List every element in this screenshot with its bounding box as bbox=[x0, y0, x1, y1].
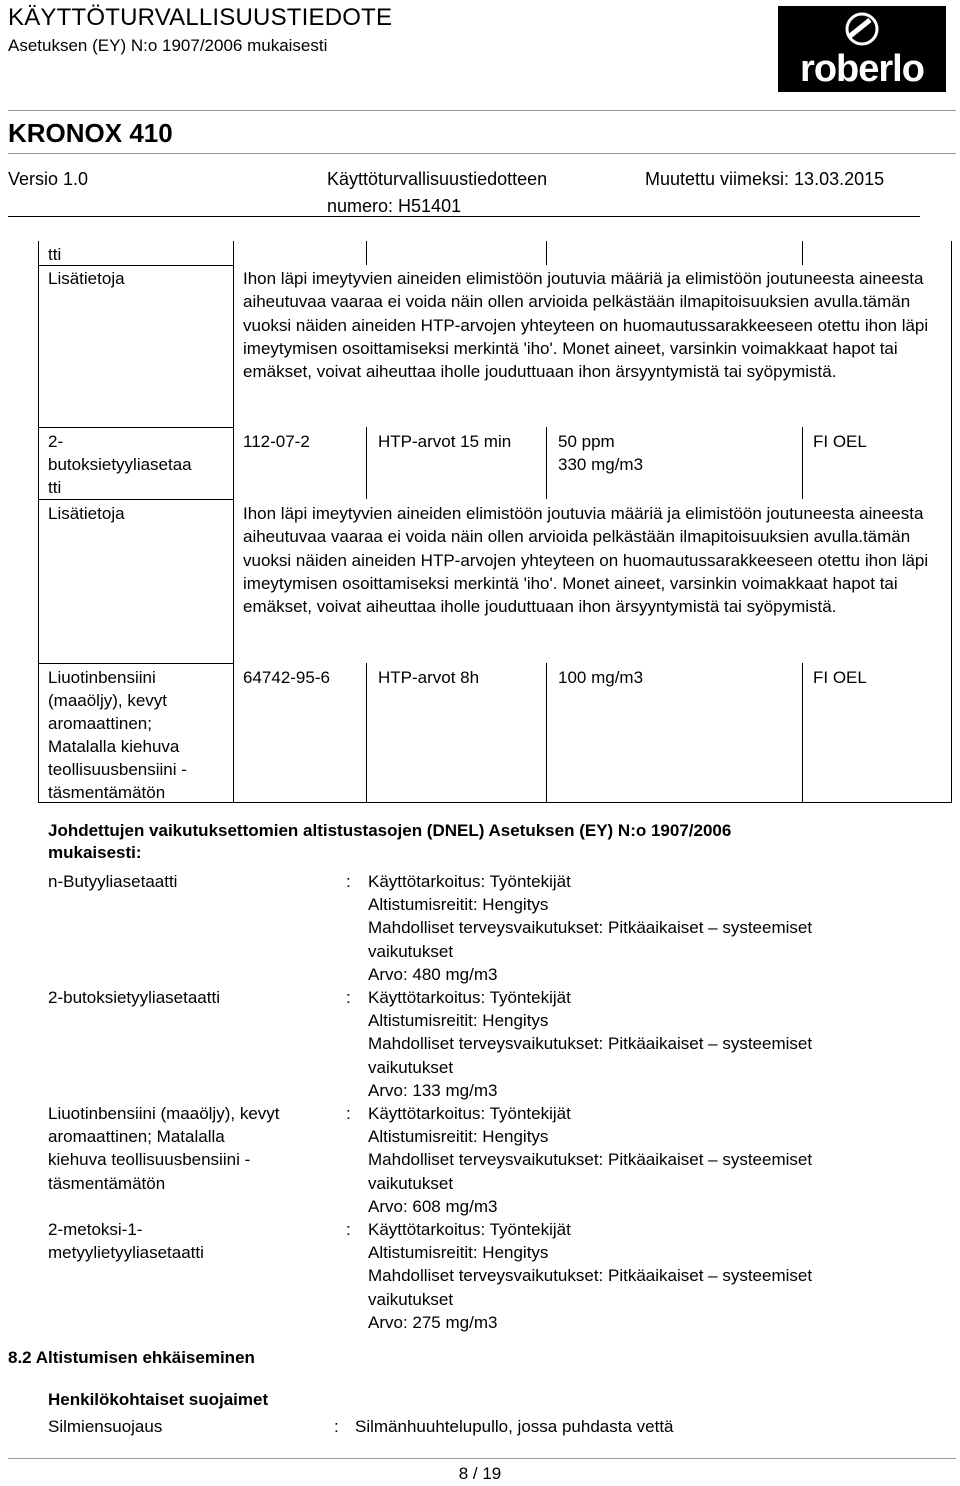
logo-emblem-icon bbox=[840, 12, 884, 46]
dnel-substance-line: n-Butyyliasetaatti bbox=[48, 872, 178, 891]
dnel-effect: Mahdolliset terveysvaikutukset: Pitkäaikaiset – systeemiset bbox=[368, 1034, 813, 1054]
row-divider bbox=[38, 663, 234, 664]
footer-divider bbox=[8, 1458, 956, 1459]
dnel-values bbox=[368, 1218, 928, 1334]
dnel-substance-line: kiehuva teollisuusbensiini - bbox=[48, 1150, 251, 1170]
dnel-substance-line: täsmentämätön bbox=[48, 1173, 166, 1193]
table-border-right bbox=[951, 241, 952, 803]
dnel-route: Altistumisreitit: Hengitys bbox=[368, 895, 549, 915]
dnel-value: Arvo: 608 mg/m3 bbox=[368, 1196, 498, 1216]
dnel-substance-line: metyylietyyliasetaatti bbox=[48, 1243, 204, 1263]
dnel-effect-cont: vaikutukset bbox=[368, 1057, 454, 1077]
dnel-substance-line: 2-butoksietyyliasetaatti bbox=[48, 988, 220, 1007]
dnel-route: Altistumisreitit: Hengitys bbox=[368, 1243, 549, 1263]
limit-value bbox=[558, 430, 643, 476]
limit-value: 100 mg/m3 bbox=[558, 668, 644, 687]
value-type: HTP-arvot 15 min bbox=[378, 432, 512, 451]
dnel-value: Arvo: 133 mg/m3 bbox=[368, 1080, 498, 1100]
dnel-value: Arvo: 480 mg/m3 bbox=[368, 964, 498, 984]
row-divider bbox=[38, 499, 234, 500]
eye-protection-label: Silmiensuojaus bbox=[48, 1417, 163, 1436]
dnel-values bbox=[368, 870, 928, 986]
row-divider bbox=[38, 265, 234, 266]
dnel-values bbox=[368, 986, 928, 1102]
limit-basis: FI OEL bbox=[813, 668, 867, 687]
column-divider bbox=[802, 427, 803, 499]
substance-name-line: 2- bbox=[48, 432, 64, 451]
substance-name-line: teollisuusbensiini - bbox=[48, 760, 187, 779]
column-divider bbox=[546, 427, 547, 499]
document-subtitle: Asetuksen (EY) N:o 1907/2006 mukaisesti bbox=[8, 36, 328, 55]
dnel-substance-line: aromaattinen; Matalalla bbox=[48, 1127, 225, 1147]
substance-name-line: butoksietyyliasetaa bbox=[48, 455, 192, 474]
column-stub bbox=[802, 241, 803, 265]
row-divider bbox=[38, 427, 234, 428]
value-type: HTP-arvot 8h bbox=[378, 668, 480, 687]
dnel-route: Altistumisreitit: Hengitys bbox=[368, 1127, 549, 1147]
separator: : bbox=[346, 988, 351, 1007]
separator: : bbox=[346, 1104, 351, 1123]
logo-wordmark: roberlo bbox=[800, 48, 924, 90]
roberlo-logo bbox=[778, 6, 946, 92]
substance-name-line: täsmentämätön bbox=[48, 783, 166, 802]
table-border-left bbox=[38, 241, 39, 803]
substance-name-line: Liuotinbensiini bbox=[48, 668, 156, 687]
dnel-substance bbox=[48, 986, 338, 1009]
dnel-heading-line: mukaisesti: bbox=[48, 843, 142, 862]
section-8-2-heading: 8.2 Altistumisen ehkäiseminen bbox=[8, 1348, 255, 1367]
additional-info-label: Lisätietoja bbox=[48, 269, 125, 288]
skin-absorption-note: Ihon läpi imeytyvien aineiden elimistöön joutuvia määriä ja elimistöön joutuneesta aineesta aiheutuvaa vaaraa ei voida näin ollen arvioida pelkästään ilmapitoisuuksien avulla.tämän vuoksi näiden aineiden HTP-arvojen yhteyteen on huomautussarakkeeseen otettu ihon läpi imeytymisen osoittamiseksi merkintä 'iho'. Monet aineet, varsinkin voimakkaat hapot tai emäkset, voivat aiheuttaa iholle jouduttuaan ihon ärsyyntymistä tai syöpymistä. bbox=[243, 504, 929, 617]
column-divider bbox=[802, 663, 803, 803]
substance-name-line: (maaöljy), kevyt bbox=[48, 691, 168, 710]
sds-number bbox=[327, 166, 547, 220]
dnel-effect-cont: vaikutukset bbox=[368, 1289, 454, 1309]
product-divider bbox=[8, 153, 956, 154]
cas-number: 112-07-2 bbox=[243, 432, 310, 451]
meta-divider bbox=[8, 216, 920, 217]
column-divider bbox=[546, 663, 547, 803]
substance-name bbox=[48, 430, 230, 499]
column-stub bbox=[546, 241, 547, 265]
dnel-substance bbox=[48, 870, 338, 893]
dnel-effect: Mahdolliset terveysvaikutukset: Pitkäaikaiset – systeemiset bbox=[368, 918, 813, 938]
column-divider bbox=[366, 663, 367, 803]
dnel-substance bbox=[48, 1102, 338, 1195]
sds-number-line1: Käyttöturvallisuustiedotteen bbox=[327, 169, 548, 189]
dnel-effect-cont: vaikutukset bbox=[368, 1173, 454, 1193]
dnel-route: Altistumisreitit: Hengitys bbox=[368, 1011, 549, 1031]
column-divider bbox=[366, 427, 367, 499]
dnel-effect-cont: vaikutukset bbox=[368, 941, 454, 961]
dnel-use: Käyttötarkoitus: Työntekijät bbox=[368, 1104, 571, 1123]
revision-date: Muutettu viimeksi: 13.03.2015 bbox=[645, 169, 885, 189]
dnel-effect: Mahdolliset terveysvaikutukset: Pitkäaikaiset – systeemiset bbox=[368, 1266, 813, 1286]
table-column-divider bbox=[233, 241, 234, 803]
substance-name-line: Matalalla kiehuva bbox=[48, 737, 180, 756]
dnel-heading bbox=[48, 820, 731, 864]
cas-number: 64742-95-6 bbox=[243, 668, 330, 687]
product-name: KRONOX 410 bbox=[8, 118, 173, 148]
version: Versio 1.0 bbox=[8, 169, 89, 189]
header-divider bbox=[8, 110, 956, 111]
dnel-substance-line: Liuotinbensiini (maaöljy), kevyt bbox=[48, 1104, 280, 1123]
oel-table bbox=[38, 241, 952, 803]
column-stub bbox=[366, 241, 367, 265]
substance-name-line: aromaattinen; bbox=[48, 714, 152, 733]
substance-name-line: tti bbox=[48, 478, 62, 497]
dnel-use: Käyttötarkoitus: Työntekijät bbox=[368, 872, 571, 891]
substance-name bbox=[48, 666, 230, 804]
dnel-value: Arvo: 275 mg/m3 bbox=[368, 1312, 498, 1332]
dnel-effect: Mahdolliset terveysvaikutukset: Pitkäaikaiset – systeemiset bbox=[368, 1150, 813, 1170]
dnel-heading-line: Johdettujen vaikutuksettomien altistustasojen (DNEL) Asetuksen (EY) N:o 1907/2006 bbox=[48, 821, 732, 840]
eye-protection-value: Silmänhuuhtelupullo, jossa puhdasta vettä bbox=[355, 1417, 674, 1436]
additional-info-label: Lisätietoja bbox=[48, 504, 125, 523]
limit-value-line: 50 ppm bbox=[558, 432, 615, 451]
separator: : bbox=[334, 1417, 339, 1436]
limit-basis: FI OEL bbox=[813, 432, 867, 451]
limit-value-line: 330 mg/m3 bbox=[558, 455, 644, 474]
separator: : bbox=[346, 872, 351, 891]
dnel-use: Käyttötarkoitus: Työntekijät bbox=[368, 988, 571, 1007]
dnel-use: Käyttötarkoitus: Työntekijät bbox=[368, 1220, 571, 1239]
ppe-subheading: Henkilökohtaiset suojaimet bbox=[48, 1390, 269, 1409]
skin-absorption-note: Ihon läpi imeytyvien aineiden elimistöön joutuvia määriä ja elimistöön joutuneesta aineesta aiheutuvaa vaaraa ei voida näin ollen arvioida pelkästään ilmapitoisuuksien avulla.tämän vuoksi näiden aineiden HTP-arvojen yhteyteen on huomautussarakkeeseen otettu ihon läpi imeytymisen osoittamiseksi merkintä 'iho'. Monet aineet, varsinkin voimakkaat hapot tai emäkset, voivat aiheuttaa iholle jouduttuaan ihon ärsyyntymistä tai syöpymistä. bbox=[243, 269, 929, 382]
document-title: KÄYTTÖTURVALLISUUSTIEDOTE bbox=[8, 4, 393, 31]
dnel-substance bbox=[48, 1218, 338, 1264]
page-number: 8 / 19 bbox=[458, 1464, 502, 1483]
sds-number-line2: numero: H51401 bbox=[327, 196, 462, 216]
dnel-substance-line: 2-metoksi-1- bbox=[48, 1220, 143, 1239]
dnel-values bbox=[368, 1102, 928, 1218]
substance-name-fragment: tti bbox=[48, 245, 62, 264]
separator: : bbox=[346, 1220, 351, 1239]
